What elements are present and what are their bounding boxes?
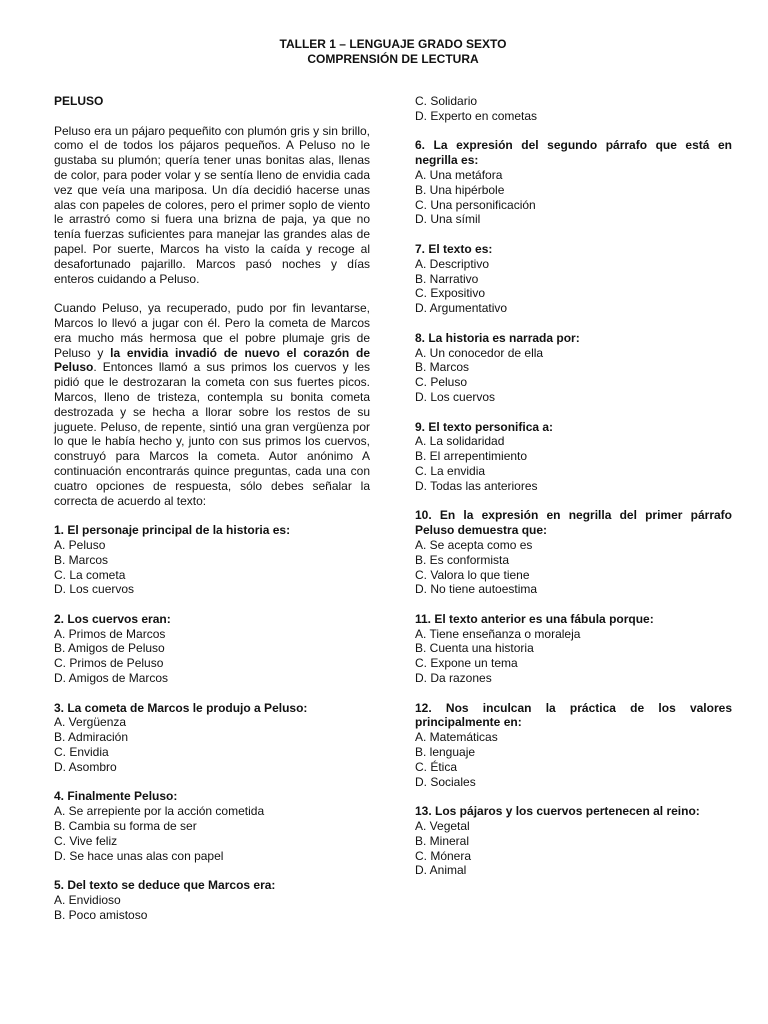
answer-option: B. Narrativo: [415, 271, 479, 286]
question-text: 4. Finalmente Peluso:: [54, 789, 178, 804]
question-text: 13. Los pájaros y los cuervos pertenecen al reino:: [415, 804, 700, 819]
answer-option: B. El arrepentimiento: [415, 449, 528, 464]
answer-option: A. Una metáfora: [415, 167, 503, 182]
answer-option: C. La envidia: [415, 463, 486, 478]
question-text: 7. El texto es:: [415, 241, 493, 256]
answer-option: A. Tiene enseñanza o moraleja: [415, 626, 581, 641]
answer-option: A. Matemáticas: [415, 730, 498, 745]
question-block: [415, 242, 732, 316]
option: D. Experto en cometas: [415, 108, 538, 123]
answer-option: C. Expone un tema: [415, 656, 518, 671]
answer-option: C. Mónera: [415, 848, 472, 863]
answer-options: [415, 346, 732, 405]
question-block: [54, 701, 370, 775]
answer-option: C. Vive feliz: [54, 833, 118, 848]
question-block: [415, 701, 732, 790]
answer-option: B. Mineral: [415, 833, 470, 848]
answer-options: [54, 893, 370, 923]
option: C. Solidario: [415, 94, 478, 108]
answer-options: [54, 627, 370, 686]
answer-option: B. Cambia su forma de ser: [54, 819, 197, 834]
answer-option: B. Cuenta una historia: [415, 641, 534, 656]
answer-option: B. Una hipérbole: [415, 182, 505, 197]
answer-option: C. Valora lo que tiene: [415, 567, 530, 582]
question-text: 8. La historia es narrada por:: [415, 330, 580, 345]
question-block: [54, 612, 370, 686]
answer-option: A. La solidaridad: [415, 434, 505, 449]
question-text: 9. El texto personifica a:: [415, 419, 554, 434]
answer-option: A. Peluso: [54, 537, 106, 552]
header-title: TALLER 1 – LENGUAJE GRADO SEXTO: [279, 37, 507, 51]
answer-option: B. Admiración: [54, 730, 129, 745]
answer-option: A. Se arrepiente por la acción cometida: [54, 804, 265, 819]
question-block: [415, 138, 732, 227]
answer-option: A. Un conocedor de ella: [415, 345, 544, 360]
answer-option: D. Asombro: [54, 759, 117, 774]
answer-option: A. Se acepta como es: [415, 537, 533, 552]
answer-options: [54, 804, 370, 863]
question-block: [415, 420, 732, 494]
answer-option: C. Ética: [415, 759, 458, 774]
question-text: 6. La expresión del segundo párrafo que está en negrilla es:: [415, 138, 732, 168]
answer-option: C. La cometa: [54, 567, 126, 582]
document-header: [0, 37, 768, 67]
left-questions: [54, 523, 370, 923]
answer-option: A. Descriptivo: [415, 256, 490, 271]
answer-option: C. Primos de Peluso: [54, 656, 164, 671]
question-block: [415, 508, 732, 597]
right-column: [415, 94, 732, 878]
answer-option: A. Vegetal: [415, 819, 470, 834]
question-block: [415, 612, 732, 686]
answer-options: [54, 538, 370, 597]
answer-option: A. Primos de Marcos: [54, 626, 166, 641]
story-p2-start: Cuando Peluso, ya recuperado, pudo por fin levantarse, Marcos lo llevó a jugar con él. Pero la cometa de Marcos era mucho más hermosa que el pobre plumaje gris de Peluso y: [54, 301, 370, 360]
story-p2-bold: la envidia invadió de nuevo el corazón de Peluso: [54, 345, 371, 375]
question-text: 11. El texto anterior es una fábula porque:: [415, 611, 654, 626]
question-text: 12. Nos inculcan la práctica de los valores principalmente en:: [415, 700, 732, 730]
answer-option: B. Es conformista: [415, 552, 510, 567]
answer-option: B. lenguaje: [415, 745, 476, 760]
answer-option: D. Se hace unas alas con papel: [54, 848, 224, 863]
answer-option: D. No tiene autoestima: [415, 582, 538, 597]
story-title: PELUSO: [54, 94, 104, 108]
question-text: 1. El personaje principal de la historia es:: [54, 523, 291, 538]
question-block: [54, 878, 370, 922]
header-subtitle: COMPRENSIÓN DE LECTURA: [307, 51, 479, 66]
answer-option: D. Argumentativo: [415, 301, 508, 316]
question-text: 3. La cometa de Marcos le produjo a Peluso:: [54, 700, 308, 715]
story-paragraph-1: Peluso era un pájaro pequeñito con plumón gris y sin brillo, como el de todos los pájaros pequeños. A Peluso no le gustaba su plumón; quería tener unas bonitas alas, llenas de color, para poder volar y se sentía lleno de envidia cada vez que veía una mariposa. Un día decidió hacerse unas alas con papeles de colores, pero el primer soplo de viento le arrastró como si fuera una brizna de paja, ya que no tenía fuerzas suficientes para manejar las grandes alas de papel. Por suerte, Marcos ha visto la caída y recoge al desafortunado pajarillo. Marcos pasó noches y días enteros cuidando a Peluso.: [54, 123, 370, 286]
answer-option: A. Vergüenza: [54, 715, 127, 730]
answer-option: C. Una personificación: [415, 197, 536, 212]
question-block: [415, 331, 732, 405]
question-text: 5. Del texto se deduce que Marcos era:: [54, 878, 276, 893]
answer-options: [415, 434, 732, 493]
answer-options: [415, 627, 732, 686]
answer-options: [415, 257, 732, 316]
answer-option: B. Marcos: [415, 360, 470, 375]
story-p2-end: . Entonces llamó a sus primos los cuervos y les pidió que le destrozaran la cometa con sus fuertes picos. Marcos, lleno de tristeza, contempla su bonita cometa destrozada y se hecha a llorar sobre los restos de su juguete. Peluso, de repente, sintió una gran vergüenza por lo que le había hecho y, junto con sus primos los cuervos, construyó para Marcos la cometa. Autor anónimo A continuación encontrarás quince preguntas, cada una con cuatro opciones de respuesta, sólo debes señalar la correcta de acuerdo al texto:: [54, 360, 370, 508]
answer-option: B. Amigos de Peluso: [54, 641, 165, 656]
question-block: [415, 804, 732, 878]
story-paragraph-2: [54, 301, 370, 508]
answer-option: D. Todas las anteriores: [415, 478, 538, 493]
answer-option: C. Peluso: [415, 375, 468, 390]
answer-options: [415, 730, 732, 789]
answer-option: D. Los cuervos: [415, 389, 496, 404]
answer-options: [415, 819, 732, 878]
answer-option: D. Una símil: [415, 212, 481, 227]
answer-option: D. Amigos de Marcos: [54, 671, 169, 686]
answer-options: [415, 538, 732, 597]
question-text: 2. Los cuervos eran:: [54, 611, 171, 626]
question-text: 10. En la expresión en negrilla del primer párrafo Peluso demuestra que:: [415, 508, 732, 538]
answer-option: D. Animal: [415, 863, 467, 878]
q5-continued-options: [415, 94, 732, 124]
question-block: [54, 523, 370, 597]
answer-option: D. Sociales: [415, 774, 476, 789]
answer-option: D. Da razones: [415, 671, 492, 686]
question-block: [54, 789, 370, 863]
answer-options: [415, 168, 732, 227]
answer-option: A. Envidioso: [54, 893, 121, 908]
answer-option: C. Expositivo: [415, 286, 486, 301]
right-questions: [415, 138, 732, 878]
answer-options: [54, 715, 370, 774]
answer-option: C. Envidia: [54, 745, 109, 760]
answer-option: D. Los cuervos: [54, 582, 135, 597]
answer-option: B. Poco amistoso: [54, 907, 148, 922]
left-column: [54, 94, 370, 923]
answer-option: B. Marcos: [54, 552, 109, 567]
